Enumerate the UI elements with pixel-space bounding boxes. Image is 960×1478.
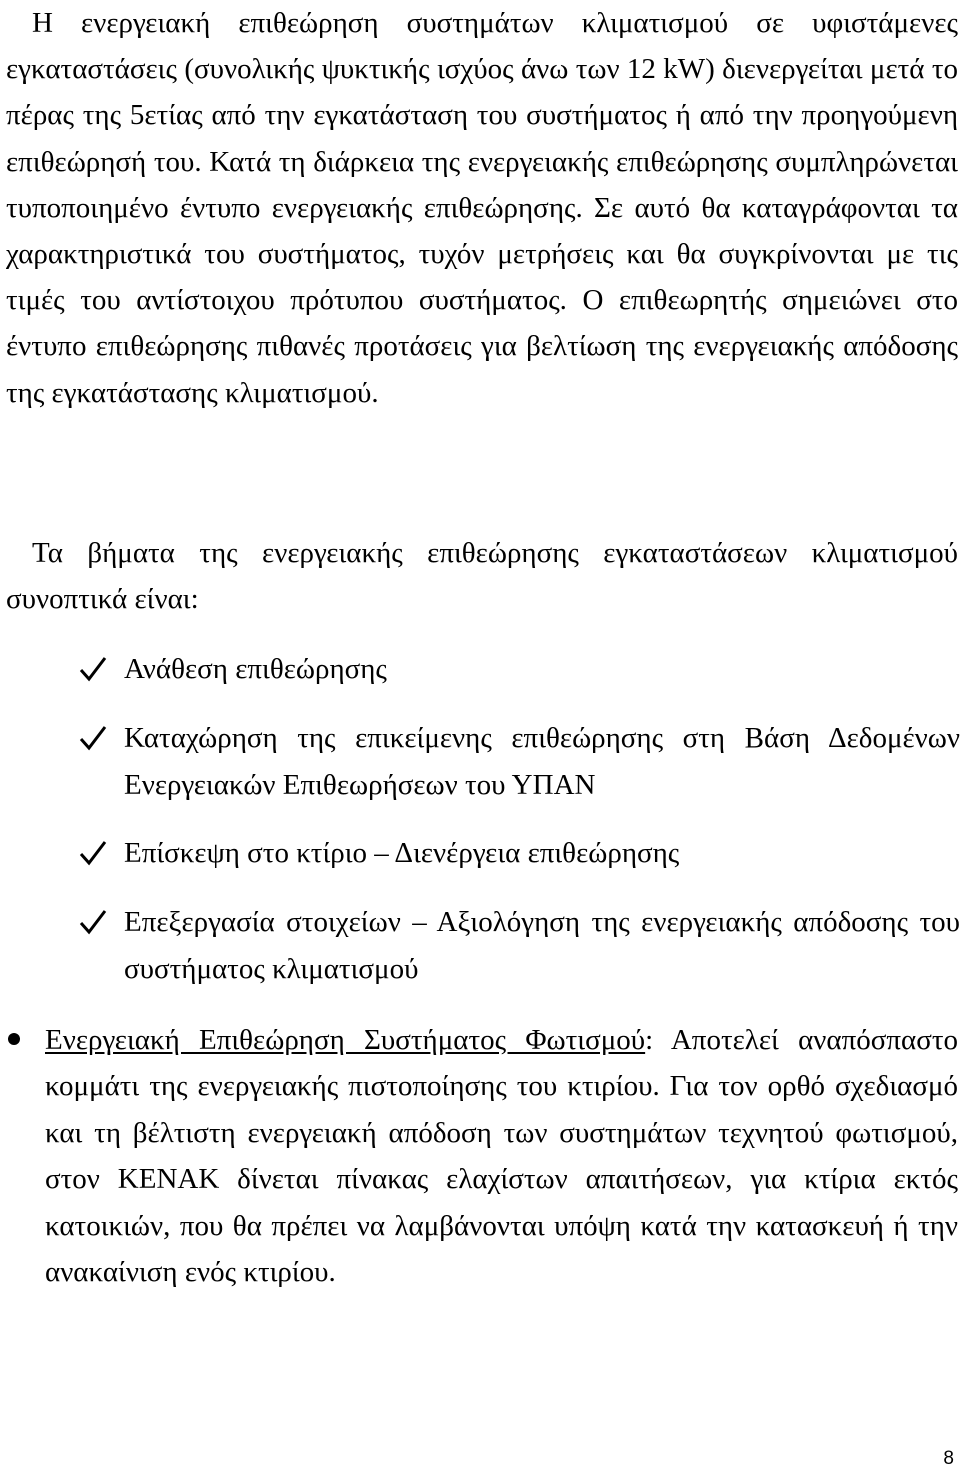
bullet-text xyxy=(45,1017,958,1295)
bullet-item-lighting-inspection xyxy=(0,1017,958,1295)
bullet-heading: Ενεργειακή Επιθεώρηση Συστήματος Φωτισμού xyxy=(45,1024,646,1056)
step-label: Επεξεργασία στοιχείων – Αξιολόγηση της ενεργειακής απόδοσης του συστήματος κλιματισμού xyxy=(124,906,960,985)
list-item xyxy=(78,899,960,992)
bullet-body: Αποτελεί αναπόσπαστο κομμάτι της ενεργειακής πιστοποίησης του κτιρίου. Για τον ορθό σχεδιασμό και τη βέλτιστη ενεργειακή απόδοση των συστημάτων τεχνητού φωτισμού, στον ΚΕΝΑΚ δίνεται πίνακας ελαχίστων απαιτήσεων, για κτίρια εκτός κατοικιών, που θα πρέπει να λαμβάνονται υπόψη κατά την κατασκευή ή την ανακαίνιση ενός κτιρίου. xyxy=(45,1024,958,1289)
checkmark-icon xyxy=(78,899,108,945)
checkmark-icon xyxy=(78,646,108,692)
paragraph-steps-intro: Τα βήματα της ενεργειακής επιθεώρησης εγκαταστάσεων κλιματισμού συνοπτικά είναι: xyxy=(6,537,958,616)
step-label: Καταχώρηση της επικείμενης επιθεώρησης στη Βάση Δεδομένων Ενεργειακών Επιθεωρήσεων του ΥΠΑΝ xyxy=(124,722,960,801)
bullet-separator: : xyxy=(645,1024,654,1056)
page-number: 8 xyxy=(943,1448,954,1469)
checkmark-icon xyxy=(78,715,108,761)
bullet-dot-icon xyxy=(8,1033,20,1045)
list-item xyxy=(78,715,960,808)
step-label: Ανάθεση επιθεώρησης xyxy=(124,653,387,685)
checkmark-icon xyxy=(78,830,108,876)
step-label: Επίσκεψη στο κτίριο – Διενέργεια επιθεώρησης xyxy=(124,837,680,869)
list-item xyxy=(78,830,960,877)
paragraph-inspection-intro: Η ενεργειακή επιθεώρηση συστημάτων κλιματισμού σε υφιστάμενες εγκαταστάσεις (συνολικής ψυκτικής ισχύος άνω των 12 kW) διενεργείται μετά το πέρας της 5ετίας από την εγκατάσταση του συστήματος ή από την προηγούμενη επιθεώρησή του. Κατά τη διάρκεια της ενεργειακής επιθεώρησης συμπληρώνεται τυποποιημένο έντυπο ενεργειακής επιθεώρησης. Σε αυτό θα καταγράφονται τα χαρακτηριστικά του συστήματος, τυχόν μετρήσεις και θα συγκρίνονται με τις τιμές του αντίστοιχου πρότυπου συστήματος. Ο επιθεωρητής σημειώνει στο έντυπο επιθεώρησης πιθανές προτάσεις για βελτίωση της ενεργειακής απόδοσης της εγκατάστασης κλιματισμού. xyxy=(6,7,958,409)
list-item xyxy=(78,646,960,693)
